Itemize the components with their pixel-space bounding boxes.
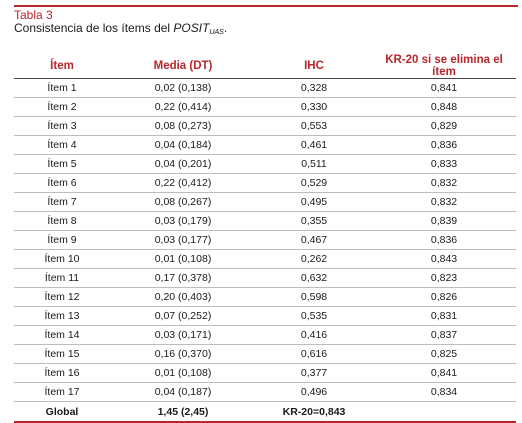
cell-kr20: 0,833 — [372, 155, 516, 174]
table-row — [14, 117, 516, 136]
items-table — [14, 54, 516, 423]
table-row — [14, 98, 516, 117]
cell-ihc: 0,598 — [256, 288, 372, 307]
top-rule — [14, 5, 518, 7]
cell-ihc: 0,355 — [256, 212, 372, 231]
cell-ihc: 0,262 — [256, 250, 372, 269]
cell-media: 0,17 (0,378) — [110, 269, 256, 288]
cell-media: 0,07 (0,252) — [110, 307, 256, 326]
cell-media: 0,22 (0,412) — [110, 174, 256, 193]
header-row — [14, 54, 516, 79]
cell-media: 0,02 (0,138) — [110, 79, 256, 98]
cell-item: Ítem 5 — [14, 155, 110, 174]
cell-item: Ítem 7 — [14, 193, 110, 212]
cell-item: Ítem 4 — [14, 136, 110, 155]
header-media: Media (DT) — [110, 54, 256, 79]
cell-item: Ítem 2 — [14, 98, 110, 117]
table-row — [14, 383, 516, 402]
title-text: Consistencia de los ítems del — [14, 21, 174, 35]
cell-media: 0,08 (0,273) — [110, 117, 256, 136]
cell-ihc: 0,495 — [256, 193, 372, 212]
cell-item: Ítem 16 — [14, 364, 110, 383]
cell-item: Ítem 12 — [14, 288, 110, 307]
cell-item: Ítem 8 — [14, 212, 110, 231]
cell-item: Ítem 14 — [14, 326, 110, 345]
global-cell-item: Global — [14, 402, 110, 423]
cell-ihc: 0,330 — [256, 98, 372, 117]
global-cell-media: 1,45 (2,45) — [110, 402, 256, 423]
table-row — [14, 288, 516, 307]
table-row — [14, 364, 516, 383]
cell-kr20: 0,826 — [372, 288, 516, 307]
cell-item: Ítem 1 — [14, 79, 110, 98]
cell-item: Ítem 15 — [14, 345, 110, 364]
cell-ihc: 0,535 — [256, 307, 372, 326]
cell-kr20: 0,832 — [372, 193, 516, 212]
table-row — [14, 193, 516, 212]
cell-item: Ítem 9 — [14, 231, 110, 250]
table-row — [14, 269, 516, 288]
cell-kr20: 0,834 — [372, 383, 516, 402]
cell-kr20: 0,836 — [372, 231, 516, 250]
global-row — [14, 402, 516, 423]
cell-media: 0,16 (0,370) — [110, 345, 256, 364]
cell-kr20: 0,823 — [372, 269, 516, 288]
cell-ihc: 0,328 — [256, 79, 372, 98]
table-title — [14, 22, 227, 39]
cell-ihc: 0,416 — [256, 326, 372, 345]
cell-ihc: 0,461 — [256, 136, 372, 155]
cell-media: 0,04 (0,184) — [110, 136, 256, 155]
cell-item: Ítem 3 — [14, 117, 110, 136]
header-ihc: IHC — [256, 54, 372, 79]
table-row — [14, 79, 516, 98]
cell-kr20: 0,841 — [372, 364, 516, 383]
title-subscript: UAS — [209, 29, 224, 36]
cell-media: 0,03 (0,179) — [110, 212, 256, 231]
cell-media: 0,04 (0,187) — [110, 383, 256, 402]
cell-kr20: 0,829 — [372, 117, 516, 136]
cell-item: Ítem 13 — [14, 307, 110, 326]
cell-kr20: 0,831 — [372, 307, 516, 326]
header-kr20: KR-20 si se elimina el ítem — [372, 54, 516, 79]
title-italic: POSIT — [173, 21, 210, 35]
cell-kr20: 0,836 — [372, 136, 516, 155]
cell-kr20: 0,843 — [372, 250, 516, 269]
header-item: Ítem — [14, 54, 110, 79]
cell-kr20: 0,848 — [372, 98, 516, 117]
cell-ihc: 0,529 — [256, 174, 372, 193]
title-period: . — [223, 21, 228, 35]
cell-media: 0,08 (0,267) — [110, 193, 256, 212]
table-row — [14, 136, 516, 155]
cell-ihc: 0,377 — [256, 364, 372, 383]
table-row — [14, 231, 516, 250]
cell-media: 0,22 (0,414) — [110, 98, 256, 117]
table-row — [14, 345, 516, 364]
cell-ihc: 0,467 — [256, 231, 372, 250]
cell-item: Ítem 10 — [14, 250, 110, 269]
cell-kr20: 0,832 — [372, 174, 516, 193]
cell-ihc: 0,496 — [256, 383, 372, 402]
table-row — [14, 174, 516, 193]
global-cell-kr20 — [372, 402, 516, 423]
table-row — [14, 212, 516, 231]
cell-media: 0,03 (0,177) — [110, 231, 256, 250]
table-row — [14, 155, 516, 174]
table-row — [14, 307, 516, 326]
cell-ihc: 0,632 — [256, 269, 372, 288]
cell-kr20: 0,825 — [372, 345, 516, 364]
cell-item: Ítem 11 — [14, 269, 110, 288]
cell-media: 0,01 (0,108) — [110, 250, 256, 269]
cell-media: 0,20 (0,403) — [110, 288, 256, 307]
cell-item: Ítem 6 — [14, 174, 110, 193]
table-row — [14, 326, 516, 345]
table-label: Tabla 3 — [14, 8, 53, 22]
cell-ihc: 0,616 — [256, 345, 372, 364]
global-cell-ihc: KR-20=0,843 — [256, 402, 372, 423]
table-row — [14, 250, 516, 269]
cell-kr20: 0,841 — [372, 79, 516, 98]
cell-media: 0,04 (0,201) — [110, 155, 256, 174]
table-caption — [14, 9, 227, 39]
cell-media: 0,03 (0,171) — [110, 326, 256, 345]
cell-media: 0,01 (0,108) — [110, 364, 256, 383]
cell-ihc: 0,553 — [256, 117, 372, 136]
cell-ihc: 0,511 — [256, 155, 372, 174]
cell-kr20: 0,837 — [372, 326, 516, 345]
cell-item: Ítem 17 — [14, 383, 110, 402]
cell-kr20: 0,839 — [372, 212, 516, 231]
